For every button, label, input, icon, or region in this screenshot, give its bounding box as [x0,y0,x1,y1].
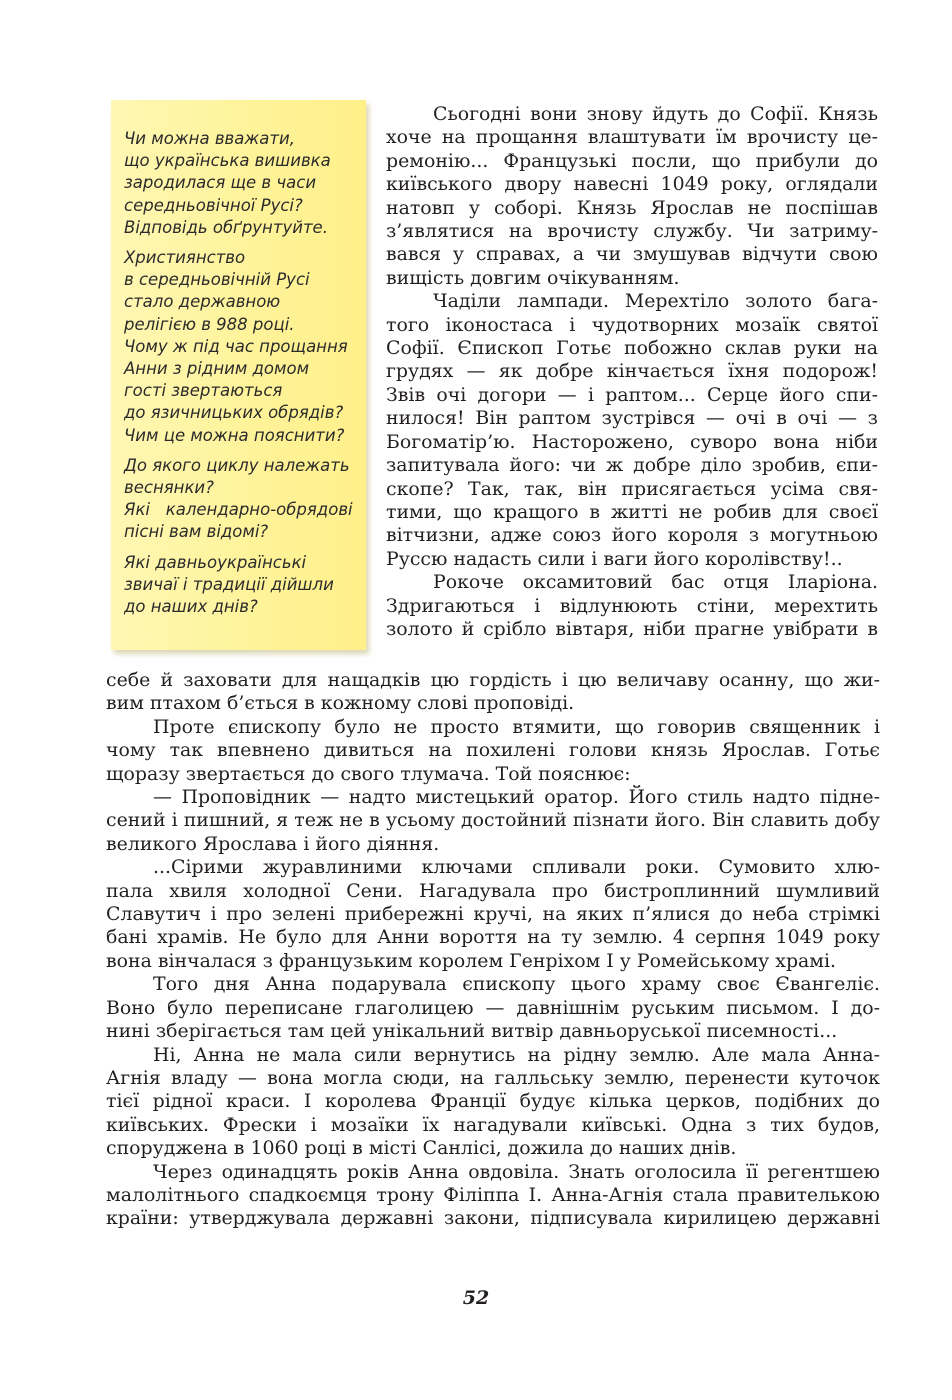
text-line: нині зберігається там цей унікальний витвір давньоруської писемності... [106,1020,838,1043]
text-line: грудях — як добре кінчається їхня подорож! [386,360,878,383]
text-line: Через одинадцять років Анна овдовіла. Знать оголосила її регентшею [153,1160,880,1183]
sidebar-line: Які календарно-обрядові [124,500,353,520]
text-line: споруджена в 1060 році в місті Санлісі, дожила до наших днів. [106,1137,737,1160]
text-line: з’являтися на врочисту службу. Чи затриму- [386,220,878,243]
text-line: щоразу звертається до свого тлумача. Той пояснює: [106,762,631,785]
text-line: запитувала його: чи ж добре діло зробив, єпи- [386,454,878,477]
text-line: Здригаються і відлунюють стіни, мерехтить [386,594,878,617]
text-line: вищість довгим очікуванням. [386,266,680,289]
sidebar-line: релігією в 988 році. [124,314,295,334]
sidebar-question [124,455,358,544]
sidebar-line: гості звертаються [124,381,283,401]
sidebar-line: зародилася ще в часи [124,173,317,193]
text-line: Софії. Єпископ Готьє побожно склав руки на [386,337,878,360]
text-line: пала хвиля холодної Сени. Нагадувала про бистроплинний шумливий [106,879,880,902]
paragraph [106,1044,880,1161]
text-line: вітчизни, адже союз його короля з могутньою [386,524,878,547]
paragraph [386,571,878,641]
sidebar-line: Відповідь обґрунтуйте. [124,217,328,237]
sidebar-line: Християнство [124,248,246,268]
text-line: Чаділи лампади. Мерехтіло золото бага- [433,290,878,313]
text-line: Ні, Анна не мала сили вернутись на рідну землю. Але мала Анна- [153,1043,880,1066]
sidebar-line: що українська вишивка [124,151,331,171]
paragraph [106,716,880,786]
paragraph [106,973,880,1043]
sidebar-question [124,552,358,619]
text-line: бані храмів. Не було для Анни вороття на ту землю. 4 серпня 1049 року [106,926,880,949]
text-line: київського двору навесні 1049 року, оглядали [386,173,878,196]
text-line: Руссю надасть сили і ваги його королівству!.. [386,547,843,570]
sidebar-line: Чому ж під час прощання [124,336,348,356]
text-line: малолітнього спадкоємця трону Філіппа І. Анна-Агнія стала правителькою [106,1183,880,1206]
paragraph [106,786,880,856]
sidebar-line: в середньовічній Русі [124,270,310,290]
sidebar-line: Які давньоукраїнські [124,552,307,572]
sidebar-line: до язичницьких обрядів? [124,403,344,423]
text-line: країни: утверджувала державні закони, підписувала кирилицею державні [106,1207,880,1230]
full-width-text [106,669,880,1231]
sidebar-line: Чим це можна пояснити? [124,425,345,445]
text-line: Агнія владу — вона могла сюди, на галльську землю, перенести куточок [106,1066,880,1089]
text-line: скопе? Так, так, він присягається усіма свя- [386,477,878,500]
text-line: Проте єпископу було не просто втямити, що говорив священник і [153,715,880,738]
sidebar-line: до наших днів? [124,597,258,617]
text-line: натовп у соборі. Князь Ярослав не поспішав [386,196,878,219]
text-line: Богоматір’ю. Насторожено, суворо вона ніби [386,430,878,453]
paragraph [106,669,880,716]
paragraph [106,856,880,973]
paragraph [386,290,878,571]
sidebar-line: пісні вам відомі? [124,522,269,542]
text-line: чому так впевнено дивиться на похилені голови князь Ярослав. Готьє [106,739,880,762]
sidebar-line: До якого циклу належать [124,455,350,475]
column-text [386,103,878,641]
sidebar-line: Анни з рідним домом [124,359,310,379]
sidebar-line: середньовічної Русі? [124,195,303,215]
text-line: — Проповідник — надто мистецький оратор. Його стиль надто підне- [153,786,880,809]
text-line: золото й срібло вівтаря, ніби прагне увібрати в [386,617,878,640]
questions-sidebar [111,100,366,650]
text-line: Воно було переписане глаголицею — давнішнім руським письмом. І до- [106,996,880,1019]
text-line: Звів очі догори — і раптом... Серце його спи- [386,383,878,406]
text-line: нилося! Він раптом зустрівся — очі в очі — з [386,407,878,430]
text-line: тієї рідної краси. І королева Франції будує кілька церков, подібних до [106,1090,880,1113]
text-line: київських. Фрески і мозаїки їх нагадували київські. Одна з тих будов, [106,1113,880,1136]
text-line: Сьогодні вони знову йдуть до Софії. Князь [433,103,878,125]
text-line: великого Ярослава і його діяння. [106,832,440,855]
paragraph [106,1161,880,1231]
text-line: тими, що кращого в житті не робив для своєї [386,500,878,523]
sidebar-line: стало державною [124,292,281,312]
text-line: Того дня Анна подарувала єпископу цього храму своє Євангеліє. [153,973,880,996]
text-line: вим птахом б’ється в кожному слові проповіді. [106,692,575,715]
text-line: Славутич і про зелені прибережні кручі, на яких п’ялися до неба стрімкі [106,903,880,926]
page-number: 52 [462,1287,490,1309]
paragraph [386,103,878,290]
text-line: вона вінчалася з французьким королем Генріхом І у Ромейському храмі. [106,949,837,972]
text-line: ...Сірими журавлиними ключами спливали роки. Сумовито хлю- [153,856,880,879]
text-line: того іконостаса і чудотворних мозаїк святої [386,313,878,336]
text-line: себе й заховати для нащадків цю гордість і цю величаву осанну, що жи- [106,669,880,691]
text-line: сений і пишний, я теж не в усьому достойний пізнати його. Він славить добу [106,809,880,832]
text-line: вався у справах, а чи змушував відчути свою [386,243,878,266]
sidebar-question [124,128,358,239]
text-line: хоче на прощання влаштувати їм врочисту це- [386,126,878,149]
text-line: Рокоче оксамитовий бас отця Іларіона. [433,571,878,594]
sidebar-question [124,247,358,447]
sidebar-line: веснянки? [124,478,214,498]
sidebar-line: звичаї і традиції дійшли [124,574,334,594]
text-line: ремонію... Французькі посли, що прибули до [386,149,878,172]
sidebar-line: Чи можна вважати, [124,129,295,148]
